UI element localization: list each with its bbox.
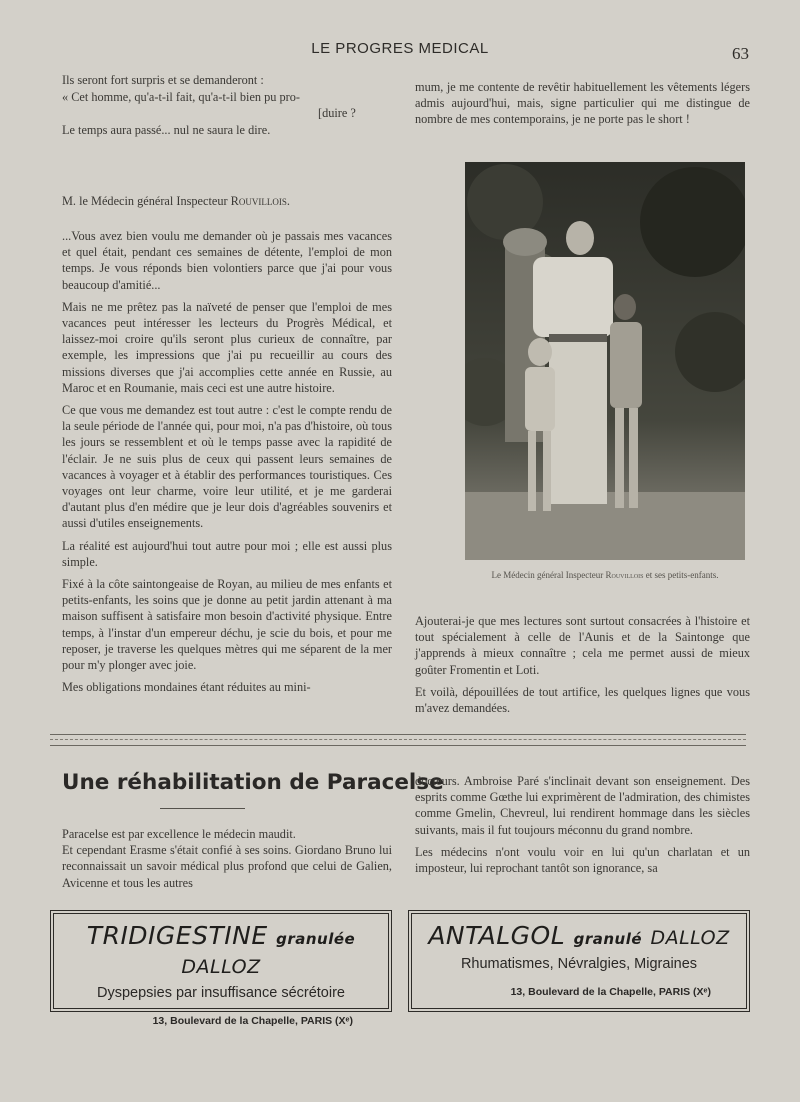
paragraph: Fixé à la côte saintongeaise de Royan, au milieu de mes enfants et petits-enfants, les soins que je donne au petit jardin attenant à ma maison suffisent à satisfaire mon besoin d'activité physique. Entre temps, à l'instar d'un empereur déchu, je scie du bois, et pour me reposer, je traverse les quelques mètres qui me séparent de la mer pour m'y plonger avec joie.: [62, 577, 392, 673]
running-header: LE PROGRES MEDICAL: [311, 40, 489, 57]
poem-excerpt: [62, 72, 362, 138]
ad-address: 13, Boulevard de la Chapelle, PARIS (Xᵉ): [152, 1015, 353, 1027]
paragraph: Ajouterai-je que mes lectures sont surtout consacrées à l'histoire et tout spécialement à celle de l'Aunis et de la Saintonge que j'apprends à mieux connaître ; cela me permet aussi de mieux goûter Fromentin et Loti.: [415, 614, 750, 677]
right-column-top: [415, 79, 750, 134]
separator-rule: [50, 734, 746, 735]
left-column-body: [62, 228, 392, 701]
poem-line: Le temps aura passé... nul ne saura le dire.: [62, 122, 271, 137]
article-title: Une réhabilitation de Paracelse: [62, 770, 444, 795]
caption-prefix: Le Médecin général Inspecteur: [491, 570, 606, 580]
poem-line: Ils seront fort surpris et se demanderont :: [62, 73, 264, 87]
article-right-column: [415, 773, 750, 882]
paragraph: Ce que vous me demandez est tout autre : c'est le compte rendu de la seule période de l'année qui, pour moi, n'a pas d'histoire, où tous les jours se ressemblent et où le temps passe avec la rapidité de l'éclair. Je ne suis plus de ceux qui passent leurs semaines de vacances à voyager et à établir des performances touristiques. Ces voyages ont leur charme, voire leur utilité, et je me garderai d'autant plus d'en médire que je leur dois d'agréables souvenirs et aussi d'utiles enseignements.: [62, 403, 392, 531]
ad-brand: TRIDIGESTINE: [86, 921, 268, 950]
separator-rule: [50, 745, 746, 746]
photo-illustration: [465, 162, 745, 560]
ad-brand-line: [409, 921, 749, 950]
poem-line: [duire ?: [318, 106, 356, 121]
page-number: 63: [732, 44, 749, 63]
paragraph: Paracelse est par excellence le médecin maudit.: [62, 827, 296, 841]
photo-caption: [470, 570, 740, 581]
ad-address: 13, Boulevard de la Chapelle, PARIS (Xᵉ): [510, 986, 711, 998]
article-left-column: [62, 826, 392, 897]
ad-indication: Dyspepsies par insuffisance sécrétoire: [97, 985, 345, 1001]
family-photograph: [465, 162, 745, 560]
separator-dashed: [50, 739, 746, 740]
caption-suffix: et ses petits-enfants.: [643, 570, 719, 580]
ad-brand-sub: granulé: [573, 930, 643, 948]
paragraph: Mais ne me prêtez pas la naïveté de penser que l'emploi de mes vacances peut intéresser les lecteurs du Progrès Médical, et laissez-moi croire qu'ils seront plus curieux de connaître, par exemple, les impressions que j'ai pu recueillir au cours des missions diverses que j'ai accomplies cette année en Russie, au Maroc et en Roumanie, mais ceci est une autre histoire.: [62, 299, 392, 395]
title-underline: [160, 808, 245, 809]
salutation-prefix: M. le Médecin général Inspecteur: [62, 194, 231, 208]
paragraph: Les médecins n'ont voulu voir en lui qu'un charlatan et un imposteur, lui reprochant tantôt son ignorance, sa: [415, 844, 750, 876]
right-column-bottom: [415, 613, 750, 722]
paragraph: docteurs. Ambroise Paré s'inclinait devant son enseignement. Des esprits comme Gœthe lui exprimèrent de l'admiration, des chimistes comme Gmelin, Chevreul, lui rendirent hommage dans les siècles suivants, mais il fut toujours méconnu du grand nombre.: [415, 774, 750, 837]
advertisement-tridigestine: [50, 910, 392, 1027]
caption-name: Rouvillois: [605, 570, 644, 580]
paragraph: Mes obligations mondaines étant réduites au mini-: [62, 680, 311, 695]
paragraph: mum, je me contente de revêtir habituellement les vêtements légers admis aujourd'hui, mais, signe particulier qui me distingue de nombre de mes contemporains, je ne porte pas le short !: [415, 80, 750, 127]
ad-indication: Rhumatismes, Névralgies, Migraines: [460, 956, 698, 972]
ad-brand-lab: DALLOZ: [650, 927, 730, 949]
paragraph: Et cependant Erasme s'était confié à ses soins. Giordano Bruno lui reconnaissait un savoir médical plus profond que celui de Galien, Avicenne et tous les autres: [62, 843, 392, 890]
paragraph: Et voilà, dépouillées de tout artifice, les quelques lignes que vous m'avez demandées.: [415, 684, 750, 716]
salutation: [62, 193, 392, 209]
paragraph: ...Vous avez bien voulu me demander où je passais mes vacances et quel était, pendant ces semaines de détente, l'emploi de mon temps. Je vous réponds bien volontiers parce que j'ai pour vous beaucoup d'amitié...: [62, 229, 392, 292]
advertisement-antalgol: [408, 910, 750, 1012]
paragraph: La réalité est aujourd'hui tout autre pour moi ; elle est aussi plus simple.: [62, 538, 392, 569]
ad-brand-lab: DALLOZ: [181, 956, 261, 978]
ad-brand-line: [51, 921, 391, 979]
poem-line: « Cet homme, qu'a-t-il fait, qu'a-t-il bien pu pro-: [62, 89, 301, 104]
ad-brand: ANTALGOL: [428, 921, 566, 950]
ad-brand-sub: granulée: [276, 930, 356, 948]
salutation-name: Rouvillois.: [230, 194, 290, 208]
